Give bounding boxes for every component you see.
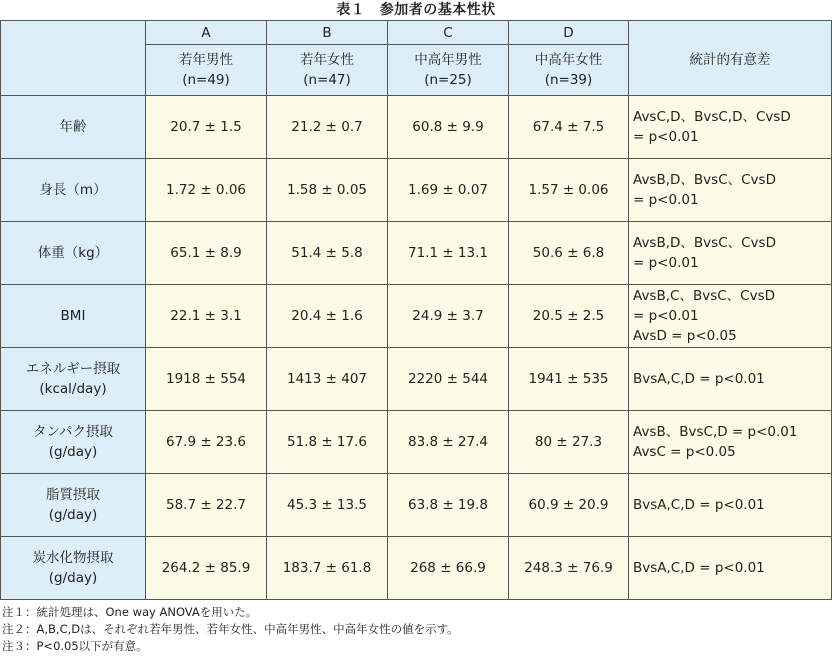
row-label <box>1 411 146 474</box>
group-header-c <box>388 45 509 96</box>
row-label-line: 炭水化物摂取 <box>32 550 114 566</box>
sig-line: AvsD = p<0.05 <box>633 328 737 344</box>
value-cell: 1.69 ± 0.07 <box>388 159 509 222</box>
group-header-d <box>509 45 629 96</box>
table-row <box>1 537 832 600</box>
value-cell: 1.72 ± 0.06 <box>146 159 267 222</box>
sig-cell <box>629 348 832 411</box>
value-cell: 1.57 ± 0.06 <box>509 159 629 222</box>
group-header-b <box>267 45 388 96</box>
sig-line: AvsB、BvsC,D = p<0.01 <box>633 424 798 440</box>
value-cell: 65.1 ± 8.9 <box>146 222 267 285</box>
sig-line: = p<0.01 <box>633 255 699 271</box>
group-letter-a: A <box>146 21 267 45</box>
sig-line: = p<0.01 <box>633 192 699 208</box>
table-title: 表１ 参加者の基本性状 <box>336 2 496 18</box>
row-label-line: タンパク摂取 <box>32 424 114 440</box>
value-cell: 248.3 ± 76.9 <box>509 537 629 600</box>
value-cell: 51.4 ± 5.8 <box>267 222 388 285</box>
sig-cell <box>629 411 832 474</box>
sig-cell <box>629 96 832 159</box>
sig-cell <box>629 285 832 348</box>
sig-line: BvsA,C,D = p<0.01 <box>633 560 765 576</box>
participant-characteristics-table <box>0 20 832 600</box>
row-label <box>1 96 146 159</box>
footnotes <box>2 604 459 655</box>
value-cell: 80 ± 27.3 <box>509 411 629 474</box>
row-label-line: エネルギー摂取 <box>25 361 121 377</box>
sig-cell <box>629 474 832 537</box>
group-letter-c: C <box>388 21 509 45</box>
value-cell: 1413 ± 407 <box>267 348 388 411</box>
group-n: (n=49) <box>182 72 230 88</box>
sig-line: AvsB,D、BvsC、CvsD <box>633 172 776 188</box>
value-cell: 1918 ± 554 <box>146 348 267 411</box>
value-cell: 22.1 ± 3.1 <box>146 285 267 348</box>
corner-cell <box>1 21 146 96</box>
value-cell: 264.2 ± 85.9 <box>146 537 267 600</box>
value-cell: 67.4 ± 7.5 <box>509 96 629 159</box>
row-label-line: BMI <box>60 308 86 324</box>
value-cell: 45.3 ± 13.5 <box>267 474 388 537</box>
group-name: 若年男性 <box>179 52 233 68</box>
table-row <box>1 285 832 348</box>
value-cell: 58.7 ± 22.7 <box>146 474 267 537</box>
group-name: 中高年女性 <box>534 52 603 68</box>
row-label-line: 身長（m） <box>39 182 107 198</box>
sig-header: 統計的有意差 <box>629 21 832 96</box>
sig-line: AvsC = p<0.05 <box>633 444 736 460</box>
value-cell: 21.2 ± 0.7 <box>267 96 388 159</box>
sig-line: AvsB,C、BvsC、CvsD <box>633 288 776 304</box>
value-cell: 20.7 ± 1.5 <box>146 96 267 159</box>
table-row <box>1 96 832 159</box>
sig-line: BvsA,C,D = p<0.01 <box>633 497 765 513</box>
value-cell: 24.9 ± 3.7 <box>388 285 509 348</box>
row-label-line: 脂質摂取 <box>46 487 100 503</box>
group-n: (n=39) <box>544 72 593 88</box>
group-letter-d: D <box>509 21 629 45</box>
row-label-line: (kcal/day) <box>39 381 107 397</box>
value-cell: 60.8 ± 9.9 <box>388 96 509 159</box>
value-cell: 268 ± 66.9 <box>388 537 509 600</box>
value-cell: 183.7 ± 61.8 <box>267 537 388 600</box>
group-letter-b: B <box>267 21 388 45</box>
sig-cell <box>629 159 832 222</box>
table-row <box>1 348 832 411</box>
value-cell: 1941 ± 535 <box>509 348 629 411</box>
value-cell: 51.8 ± 17.6 <box>267 411 388 474</box>
row-label <box>1 159 146 222</box>
row-label <box>1 474 146 537</box>
value-cell: 83.8 ± 27.4 <box>388 411 509 474</box>
value-cell: 20.5 ± 2.5 <box>509 285 629 348</box>
sig-line: BvsA,C,D = p<0.01 <box>633 371 765 387</box>
group-n: (n=47) <box>303 72 351 88</box>
sig-cell <box>629 537 832 600</box>
row-label <box>1 537 146 600</box>
row-label-line: (g/day) <box>48 570 98 586</box>
row-label-line: (g/day) <box>48 507 98 523</box>
group-name: 若年女性 <box>300 52 354 68</box>
footnote: 注１：統計処理は、One way ANOVAを用いた。 <box>2 605 258 619</box>
sig-cell <box>629 222 832 285</box>
row-label-line: 体重（kg） <box>37 245 109 261</box>
value-cell: 60.9 ± 20.9 <box>509 474 629 537</box>
group-name: 中高年男性 <box>414 52 482 68</box>
row-label <box>1 222 146 285</box>
table-row <box>1 222 832 285</box>
row-label <box>1 285 146 348</box>
row-label-line: (g/day) <box>48 444 98 460</box>
sig-line: AvsB,D、BvsC、CvsD <box>633 235 776 251</box>
value-cell: 67.9 ± 23.6 <box>146 411 267 474</box>
value-cell: 1.58 ± 0.05 <box>267 159 388 222</box>
row-label <box>1 348 146 411</box>
value-cell: 71.1 ± 13.1 <box>388 222 509 285</box>
footnote: 注２：A,B,C,Dは、それぞれ若年男性、若年女性、中高年男性、中高年女性の値を示す。 <box>2 622 459 636</box>
value-cell: 63.8 ± 19.8 <box>388 474 509 537</box>
value-cell: 50.6 ± 6.8 <box>509 222 629 285</box>
table-row <box>1 159 832 222</box>
table-row <box>1 411 832 474</box>
value-cell: 20.4 ± 1.6 <box>267 285 388 348</box>
group-n: (n=25) <box>424 72 472 88</box>
value-cell: 2220 ± 544 <box>388 348 509 411</box>
sig-line: = p<0.01 <box>633 308 699 324</box>
table-row <box>1 474 832 537</box>
group-header-a <box>146 45 267 96</box>
sig-line: = p<0.01 <box>633 129 699 145</box>
sig-line: AvsC,D、BvsC,D、CvsD <box>633 109 791 125</box>
footnote: 注３：P<0.05以下が有意。 <box>2 639 148 653</box>
row-label-line: 年齢 <box>59 119 87 135</box>
